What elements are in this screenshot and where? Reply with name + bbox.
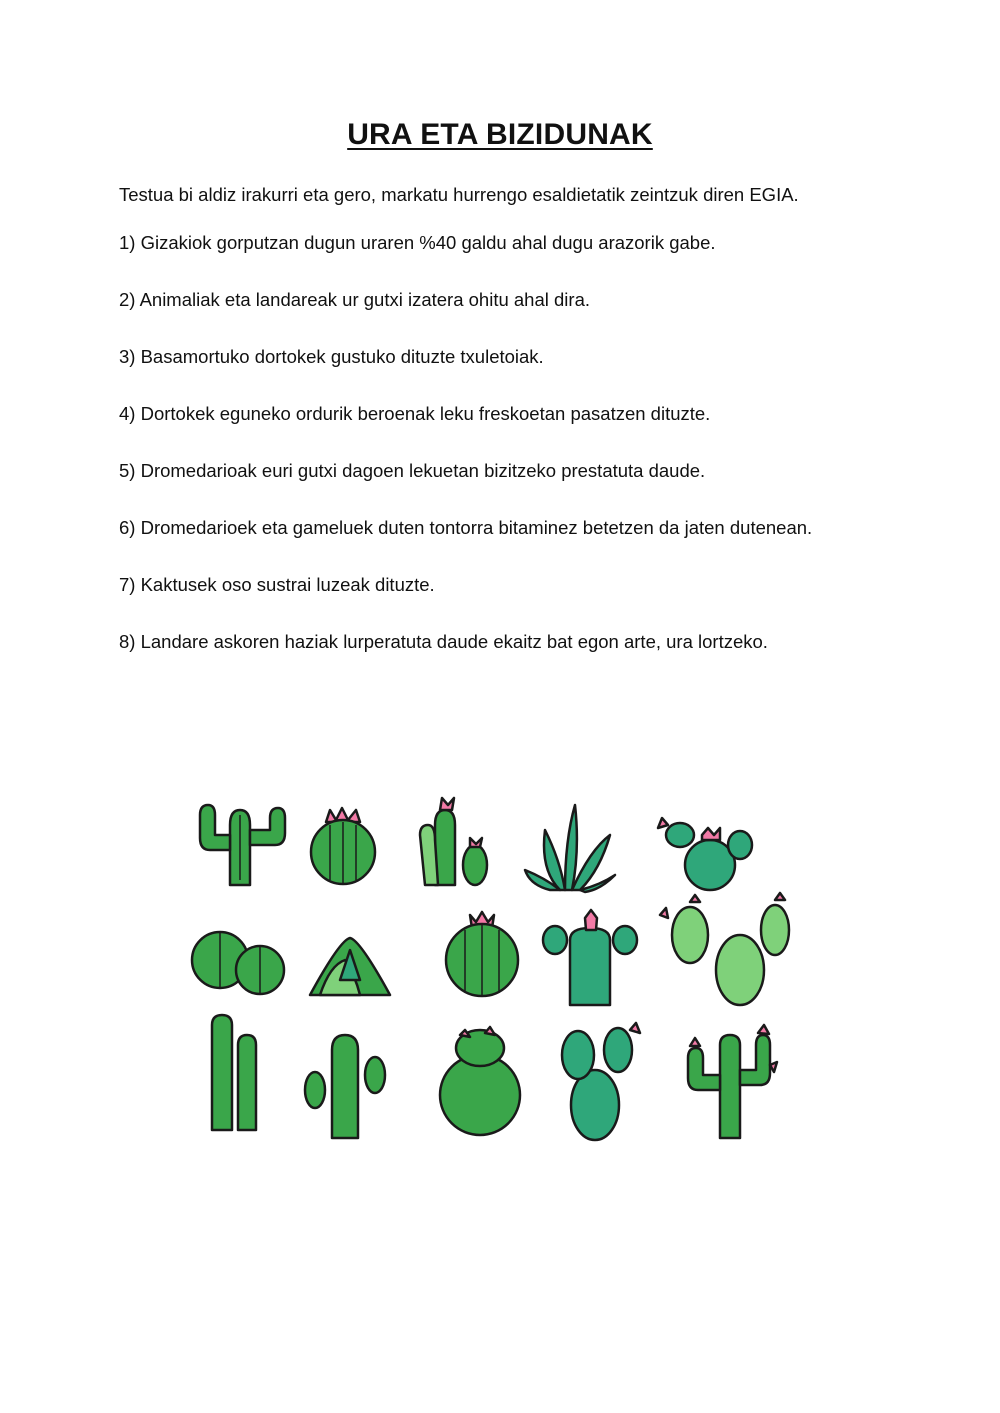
statement-7[interactable]: 7) Kaktusek oso sustrai luzeak dituzte.	[119, 574, 435, 595]
cactus-icon-2	[311, 808, 375, 884]
statement-3[interactable]: 3) Basamortuko dortokek gustuko dituzte txuletoiak.	[119, 346, 544, 367]
cactus-icon-14	[562, 1023, 640, 1140]
statement-2[interactable]: 2) Animaliak eta landareak ur gutxi izatera ohitu ahal dira.	[119, 289, 590, 310]
cactus-icon-9	[543, 910, 637, 1005]
cactus-icon-6	[192, 932, 284, 994]
cactus-icon-3	[420, 798, 487, 885]
statement-5[interactable]: 5) Dromedarioak euri gutxi dagoen lekuetan bizitzeko prestatuta daude.	[119, 460, 706, 481]
cactus-icon-10	[660, 893, 789, 1005]
cactus-icon-15	[688, 1025, 777, 1138]
cactus-icon-5	[658, 818, 752, 890]
statement-1[interactable]: 1) Gizakiok gorputzan dugun uraren %40 galdu ahal dugu arazorik gabe.	[119, 232, 716, 253]
cactus-icon-4	[525, 805, 615, 892]
cactus-collection-illustration	[180, 790, 800, 1160]
statement-8[interactable]: 8) Landare askoren haziak lurperatuta daude ekaitz bat egon arte, ura lortzeko.	[119, 631, 768, 652]
page-title: URA ETA BIZIDUNAK	[347, 118, 653, 151]
cactus-icon-8	[446, 912, 518, 996]
cactus-icon-11	[212, 1015, 256, 1130]
statement-4[interactable]: 4) Dortokek eguneko ordurik beroenak leku freskoetan pasatzen dituzte.	[119, 403, 711, 424]
cactus-icon-12	[305, 1035, 385, 1138]
instructions-text: Testua bi aldiz irakurri eta gero, markatu hurrengo esaldietatik zeintzuk diren EGIA.	[119, 184, 799, 205]
cactus-icon-7	[310, 938, 390, 995]
cactus-icon-13	[440, 1027, 520, 1135]
cactus-icon-1	[200, 805, 285, 885]
statement-6[interactable]: 6) Dromedarioek eta gameluek duten tontorra bitaminez betetzen da jaten dutenean.	[119, 517, 813, 538]
